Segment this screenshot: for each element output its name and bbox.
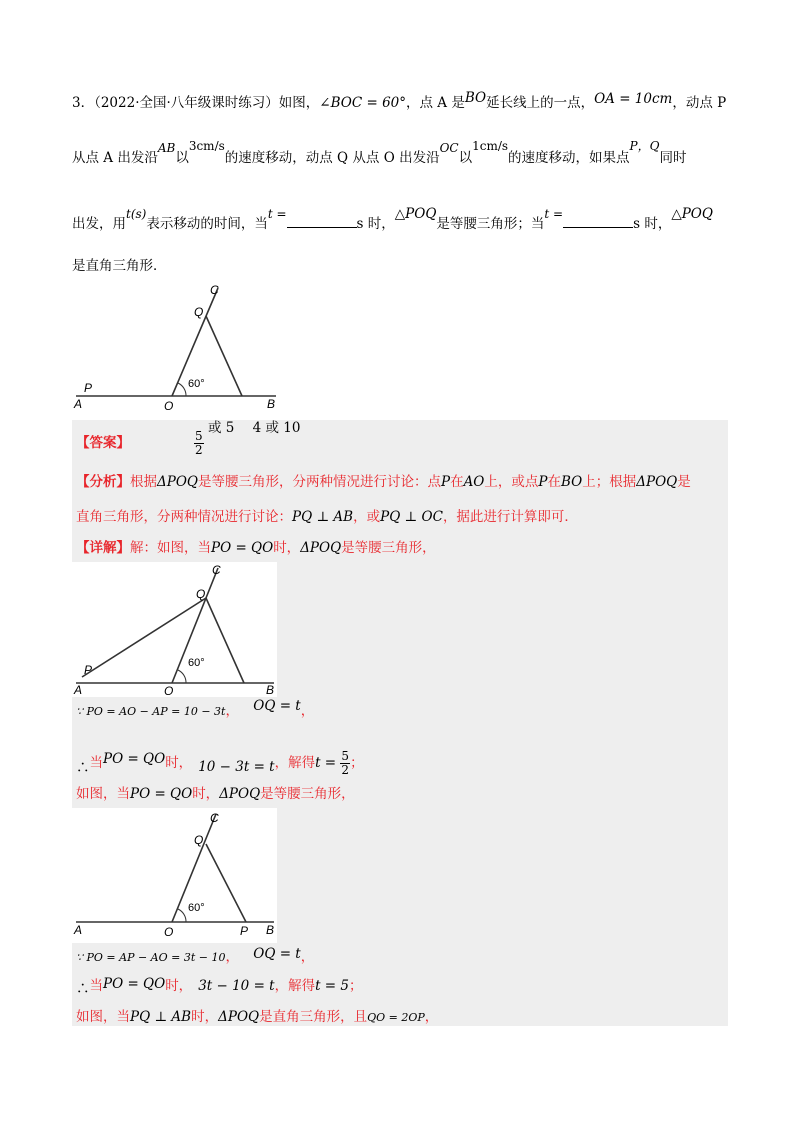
step2-therefore: ∴当PO = QO时， 3t − 10 = t，解得t = 5； [76, 976, 363, 997]
angle-label: 60° [188, 378, 205, 390]
answer-blank-2[interactable] [563, 227, 633, 228]
svg-text:P: P [240, 924, 249, 938]
question-line-1: 3．（2022·全国·八年级课时练习）如图，∠BOC = 60°，点 A 是BO延长线上的一点，OA = 10cm，动点 P [72, 90, 727, 111]
speed-p: 3cm/s [188, 139, 225, 153]
question-number: 3． [72, 95, 95, 111]
question-source: （2022·全国·八年级课时练习） [94, 95, 279, 111]
svg-text:Q: Q [196, 587, 206, 601]
label-a: A [74, 397, 83, 411]
figure-3 [72, 808, 277, 943]
label-o: O [164, 399, 174, 413]
segment-qb [206, 316, 242, 396]
analysis-line-2: 直角三角形，分两种情况进行讨论：PQ ⊥ AB，或PQ ⊥ OC，据此进行计算即可． [76, 509, 578, 525]
svg-text:Q: Q [194, 833, 204, 847]
oa-length: OA = 10cm [594, 91, 673, 107]
svg-text:A: A [74, 923, 83, 937]
answer-value: $\frac{5}{2}$ 或 5 4 或 10 [195, 420, 301, 458]
svg-text:C: C [212, 563, 221, 577]
case3-line: 如图，当PQ ⊥ AB时，ΔPOQ是直角三角形，且QO = 2OP， [76, 1009, 439, 1025]
label-p: P [84, 381, 93, 395]
label-c: C [210, 283, 219, 297]
svg-text:O: O [164, 925, 174, 939]
question-line-3: 出发，用t(s)表示移动的时间，当t =s 时，△POQ是等腰三角形；当t =s 时，△POQ [72, 206, 713, 232]
case2-line: 如图，当PO = QO时，ΔPOQ是等腰三角形， [76, 786, 355, 802]
svg-text:C: C [210, 811, 219, 825]
svg-text:B: B [266, 683, 275, 697]
figure-1 [72, 280, 282, 415]
label-b: B [267, 397, 276, 411]
answer-blank-1[interactable] [287, 227, 357, 228]
svg-text:P: P [84, 663, 93, 677]
step1-because: ∵ PO = AO − AP = 10 − 3t， OQ = t， [76, 698, 315, 719]
label-q: Q [194, 305, 204, 319]
step1-therefore: ∴当PO = QO时， 10 − 3t = t，解得t = $\frac{5}{2}$ ； [76, 749, 364, 778]
svg-text:60°: 60° [188, 657, 205, 669]
svg-text:B: B [266, 923, 275, 937]
step2-because: ∵ PO = AP − AO = 3t − 10， OQ = t， [76, 946, 315, 965]
svg-text:A: A [74, 683, 83, 697]
detail-line-1: 【详解】解：如图，当PO = QO时，ΔPOQ是等腰三角形， [76, 540, 436, 556]
angle-arc [178, 383, 186, 396]
svg-text:O: O [164, 684, 174, 697]
svg-text:60°: 60° [188, 902, 205, 914]
analysis-line-1: 【分析】根据ΔPOQ是等腰三角形，分两种情况进行讨论：点P在AO上，或点P在BO上；根据ΔPOQ是 [76, 474, 691, 490]
speed-q: 1cm/s [472, 139, 509, 153]
question-line-4: 是直角三角形． [72, 258, 167, 274]
figure-2 [72, 562, 277, 697]
question-line-2: 从点 A 出发沿AB以3cm/s的速度移动，动点 Q 从点 O 出发沿OC以1cm/s的速度移动，如果点P，Q同时 [72, 139, 687, 166]
angle-boc: ∠BOC = 60° [319, 95, 406, 111]
answer-label: 【答案】 [76, 435, 130, 451]
